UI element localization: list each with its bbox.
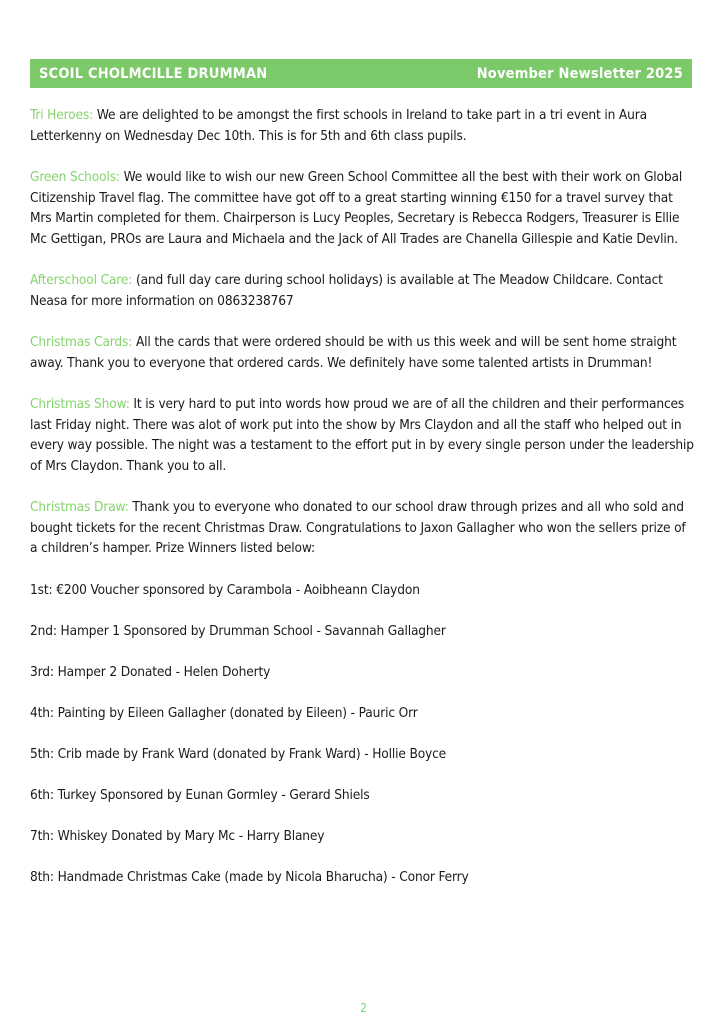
prize-item: 5th: Crib made by Frank Ward (donated by Frank Ward) - Hollie Boyce [30, 745, 447, 762]
section-christmas-draw [30, 497, 695, 559]
section-body: Thank you to everyone who donated to our school draw through prizes and all who sold and bought tickets for the recent Christmas Draw. Congratulations to Jaxon Gallagher who won the sellers prize of a children’s hamper. Prize Winners listed below: [30, 499, 686, 556]
section-body: It is very hard to put into words how proud we are of all the children and their performances last Friday night. There was alot of work put into the show by Mrs Claydon and all the staff who helped out in every way possible. The night was a testament to the effort put in by every single person under the leadership of Mrs Claydon. Thank you to all. [30, 396, 694, 474]
page-number: 2 [360, 1001, 367, 1015]
section-heading: Afterschool Care: [30, 272, 133, 288]
section-heading: Green Schools: [30, 169, 120, 185]
newsletter-issue: November Newsletter 2025 [476, 65, 683, 82]
section-heading: Christmas Cards: [30, 334, 133, 350]
section-body: We would like to wish our new Green School Committee all the best with their work on Global Citizenship Travel flag. The committee have got off to a great starting winning €150 for a travel survey that Mrs Martin completed for them. Chairperson is Lucy Peoples, Secretary is Rebecca Rodgers, Treasurer is Ellie Mc Gettigan, PROs are Laura and Michaela and the Jack of All Trades are Chanella Gillespie and Katie Devlin. [30, 169, 683, 247]
section-christmas-cards [30, 332, 695, 373]
prize-item: 8th: Handmade Christmas Cake (made by Nicola Bharucha) - Conor Ferry [30, 868, 469, 885]
newsletter-banner [30, 59, 692, 88]
section-afterschool-care [30, 270, 695, 311]
section-heading: Christmas Draw: [30, 499, 129, 515]
school-name: SCOIL CHOLMCILLE DRUMMAN [39, 65, 268, 82]
prize-item: 2nd: Hamper 1 Sponsored by Drumman School - Savannah Gallagher [30, 622, 446, 639]
section-green-schools [30, 167, 695, 249]
prize-item: 6th: Turkey Sponsored by Eunan Gormley - Gerard Shiels [30, 786, 370, 803]
prize-winners-list [30, 580, 695, 888]
section-heading: Christmas Show: [30, 396, 130, 412]
newsletter-content [30, 105, 695, 908]
prize-item: 3rd: Hamper 2 Donated - Helen Doherty [30, 663, 271, 680]
section-body: All the cards that were ordered should be with us this week and will be sent home straight away. Thank you to everyone that ordered cards. We definitely have some talented artists in Drumman! [30, 334, 677, 371]
prize-item: 7th: Whiskey Donated by Mary Mc - Harry Blaney [30, 827, 325, 844]
section-body: We are delighted to be amongst the first schools in Ireland to take part in a tri event in Aura Letterkenny on Wednesday Dec 10th. This is for 5th and 6th class pupils. [30, 107, 647, 144]
section-body: (and full day care during school holidays) is available at The Meadow Childcare. Contact Neasa for more information on 0863238767 [30, 272, 663, 309]
prize-item: 1st: €200 Voucher sponsored by Carambola - Aoibheann Claydon [30, 581, 420, 598]
section-tri-heroes [30, 105, 695, 146]
prize-item: 4th: Painting by Eileen Gallagher (donated by Eileen) - Pauric Orr [30, 704, 418, 721]
section-christmas-show [30, 394, 695, 476]
section-heading: Tri Heroes: [30, 107, 94, 123]
